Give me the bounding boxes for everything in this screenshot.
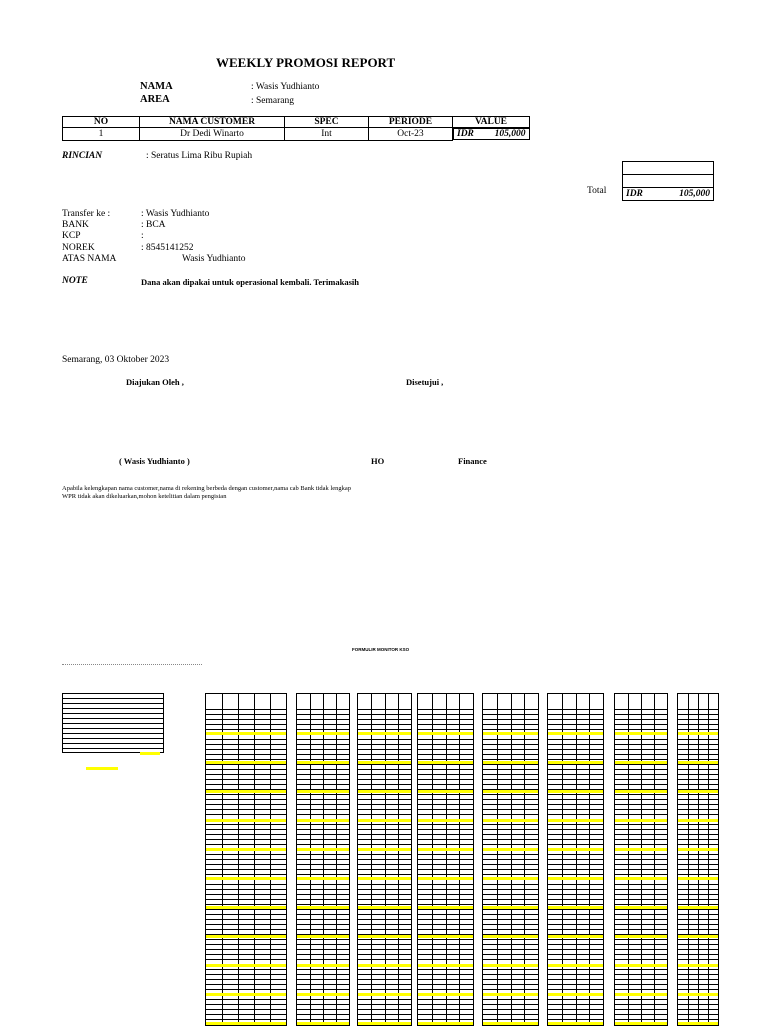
mini-sheet-divider (576, 694, 577, 1025)
mini-sheet-highlight (615, 993, 667, 996)
mini-sheet-highlight (418, 732, 473, 735)
col-customer: NAMA CUSTOMER (140, 117, 285, 128)
mini-sheet-highlight (615, 877, 667, 880)
mini-sheet-highlight (206, 819, 286, 822)
mini-sheet-highlight (358, 848, 411, 851)
mini-sheet-highlight (678, 732, 718, 735)
note-label: NOTE (62, 276, 88, 286)
mini-sheet-divider (398, 694, 399, 1025)
total-blank-row-2 (623, 175, 713, 188)
footnote-line-1: Apabila kelengkapan nama customer,nama di rekening berbeda dengan customer,nama cab Bank tidak lengkap (62, 485, 351, 492)
rincian-label: RINCIAN (62, 151, 103, 161)
mini-sheet-highlight (297, 877, 349, 880)
mini-sheet-column (614, 693, 668, 1026)
col-periode: PERIODE (369, 117, 453, 128)
mini-sheet-divider (589, 694, 590, 1025)
mini-sheet-highlight (358, 993, 411, 996)
mini-sheet-highlight (418, 848, 473, 851)
mini-sheet-divider (459, 694, 460, 1025)
cell-customer: Dr Dedi Winarto (140, 128, 285, 141)
mini-sheet-column (205, 693, 287, 1026)
total-row (623, 188, 713, 200)
mini-sheet-highlight (548, 790, 603, 793)
mini-sheet-highlight (418, 964, 473, 967)
mini-highlight-2 (86, 767, 118, 770)
mini-sheet-highlight (297, 790, 349, 793)
mini-sheet-highlight (358, 935, 411, 938)
mini-sheet-highlight (483, 906, 538, 909)
cell-amount: 105,000 (494, 129, 526, 139)
mini-sheet-divider (371, 694, 372, 1025)
mini-sheet-highlight (206, 877, 286, 880)
mini-sheet-highlight (297, 761, 349, 764)
mini-sheet-highlight (548, 761, 603, 764)
total-box (622, 161, 714, 201)
mini-sheet-highlight (418, 761, 473, 764)
mini-sheet-highlight (418, 790, 473, 793)
norek-value: : 8545141252 (141, 243, 194, 253)
mini-sheet-highlight (548, 819, 603, 822)
mini-sheet-divider (238, 694, 239, 1025)
signer-name: ( Wasis Yudhianto ) (119, 456, 190, 466)
ho-label: HO (371, 456, 385, 466)
promo-table (62, 116, 530, 141)
total-label: Total (587, 186, 607, 196)
transfer-label: Transfer ke : (62, 209, 111, 219)
mini-sheet-column (357, 693, 412, 1026)
mini-sheet-rows (206, 705, 286, 1025)
mini-sheet-divider (336, 694, 337, 1025)
table-header-row (63, 117, 530, 128)
col-value: VALUE (453, 117, 530, 128)
mini-sheet-divider (524, 694, 525, 1025)
mini-sheet-column (482, 693, 539, 1026)
form-title: FORMULIR MONITOR KSO (352, 647, 410, 652)
cell-periode: Oct-23 (369, 128, 453, 141)
mini-sheet-highlight (483, 790, 538, 793)
mini-sheet-highlight (358, 906, 411, 909)
mini-sheet-highlight (358, 790, 411, 793)
mini-sheet-highlight (297, 819, 349, 822)
mini-sheet-highlight (483, 761, 538, 764)
mini-sheet-highlight (678, 848, 718, 851)
mini-sheet-highlight (483, 993, 538, 996)
mini-sheet-highlight (418, 877, 473, 880)
table-row (63, 128, 530, 141)
mini-sheet-highlight (615, 935, 667, 938)
mini-sheet-highlight (678, 906, 718, 909)
mini-sheet-highlight (615, 964, 667, 967)
atas-nama-value: Wasis Yudhianto (182, 254, 246, 264)
mini-sheet-highlight (678, 819, 718, 822)
mini-sheet-highlight (297, 993, 349, 996)
mini-sheet-highlight (358, 964, 411, 967)
mini-sheet-highlight (548, 848, 603, 851)
mini-sheet-column (677, 693, 719, 1026)
mini-header-lines (62, 664, 202, 689)
mini-sheet-divider (310, 694, 311, 1025)
mini-sheet-highlight (678, 761, 718, 764)
mini-sheet-highlight (206, 732, 286, 735)
mini-sheet-column (417, 693, 474, 1026)
nama-value: : Wasis Yudhianto (251, 82, 320, 92)
transfer-value: : Wasis Yudhianto (141, 209, 210, 219)
report-title: WEEKLY PROMOSI REPORT (216, 55, 396, 70)
mini-sheet-highlight (206, 761, 286, 764)
mini-sheet-column (296, 693, 350, 1026)
mini-sheet-highlight (678, 993, 718, 996)
mini-sheet-highlight (483, 732, 538, 735)
mini-sheet-highlight (358, 819, 411, 822)
mini-sheet-highlight (615, 761, 667, 764)
mini-sheet-highlight (297, 906, 349, 909)
col-spec: SPEC (285, 117, 369, 128)
mini-sheet-highlight (483, 964, 538, 967)
total-amount: 105,000 (679, 189, 710, 199)
mini-sheet-highlight (548, 935, 603, 938)
bank-label: BANK (62, 220, 89, 230)
mini-sheet-divider (562, 694, 563, 1025)
mini-sheet-highlight (206, 906, 286, 909)
mini-sheet-highlight (548, 964, 603, 967)
bank-value: : BCA (141, 220, 166, 230)
kcp-value: : (141, 231, 144, 241)
diajukan-label: Diajukan Oleh , (126, 377, 184, 387)
mini-sheet-divider (222, 694, 223, 1025)
mini-sheet-highlight (615, 790, 667, 793)
col-no: NO (63, 117, 140, 128)
finance-label: Finance (458, 456, 487, 466)
mini-sheet-divider (628, 694, 629, 1025)
mini-sheet-highlight (483, 819, 538, 822)
cell-value (453, 128, 530, 140)
mini-sheet-highlight (206, 964, 286, 967)
mini-sheet-divider (497, 694, 498, 1025)
mini-sheet-highlight (206, 993, 286, 996)
nama-label: NAMA (140, 81, 173, 92)
mini-sheet-divider (270, 694, 271, 1025)
mini-sheet-divider (511, 694, 512, 1025)
total-blank-row-1 (623, 162, 713, 175)
mini-sheet-highlight (297, 848, 349, 851)
place-date: Semarang, 03 Oktober 2023 (62, 355, 170, 365)
mini-sheet-highlight (615, 732, 667, 735)
mini-sheet-highlight (206, 848, 286, 851)
mini-sheet-highlight (678, 790, 718, 793)
mini-sheet-divider (698, 694, 699, 1025)
mini-sheet-column (547, 693, 604, 1026)
mini-sheet-divider (446, 694, 447, 1025)
mini-sheet-highlight (483, 848, 538, 851)
mini-sheet-highlight (483, 877, 538, 880)
mini-sheet-divider (641, 694, 642, 1025)
mini-sheet-divider (385, 694, 386, 1025)
mini-sheet-divider (708, 694, 709, 1025)
mini-sheet-highlight (615, 819, 667, 822)
mini-sheet-highlight (297, 732, 349, 735)
note-value: Dana akan dipakai untuk operasional kembali. Terimakasih (141, 277, 359, 287)
mini-sheet-highlight (206, 935, 286, 938)
kcp-label: KCP (62, 231, 81, 241)
rincian-value: : Seratus Lima Ribu Rupiah (146, 151, 253, 161)
mini-sheet-divider (254, 694, 255, 1025)
mini-sheet-divider (654, 694, 655, 1025)
mini-sheet-highlight (615, 848, 667, 851)
mini-highlight-1 (140, 752, 160, 755)
mini-sheet-divider (323, 694, 324, 1025)
norek-label: NOREK (62, 243, 95, 253)
mini-sheet-highlight (358, 877, 411, 880)
mini-sheet-divider (688, 694, 689, 1025)
mini-sheet-highlight (206, 790, 286, 793)
cell-currency: IDR (457, 129, 474, 139)
mini-sheet-highlight (418, 993, 473, 996)
atas-nama-label: ATAS NAMA (62, 254, 117, 264)
mini-sheet-highlight (678, 935, 718, 938)
mini-sheet-highlight (418, 906, 473, 909)
mini-sheet-highlight (358, 761, 411, 764)
cell-no: 1 (63, 128, 140, 141)
mini-sheet-highlight (548, 732, 603, 735)
mini-sheet-divider (432, 694, 433, 1025)
mini-summary-table (62, 693, 164, 753)
area-label: AREA (140, 94, 170, 105)
mini-sheet-highlight (678, 964, 718, 967)
mini-sheet-highlight (548, 993, 603, 996)
mini-sheet-highlight (297, 964, 349, 967)
mini-sheet-highlight (483, 935, 538, 938)
cell-spec: Int (285, 128, 369, 141)
mini-sheet-highlight (615, 906, 667, 909)
mini-sheet-highlight (548, 877, 603, 880)
mini-sheet-highlight (418, 935, 473, 938)
disetujui-label: Disetujui , (406, 377, 444, 387)
mini-sheet-highlight (297, 935, 349, 938)
area-value: : Semarang (251, 96, 295, 106)
mini-sheet-highlight (358, 732, 411, 735)
mini-sheet-highlight (548, 906, 603, 909)
footnote-line-2: WPR tidak akan dikeluarkan,mohon ketelitian dalam pengisian (62, 493, 227, 500)
mini-sheet-highlight (678, 877, 718, 880)
total-currency: IDR (626, 189, 643, 199)
mini-sheet-highlight (418, 819, 473, 822)
